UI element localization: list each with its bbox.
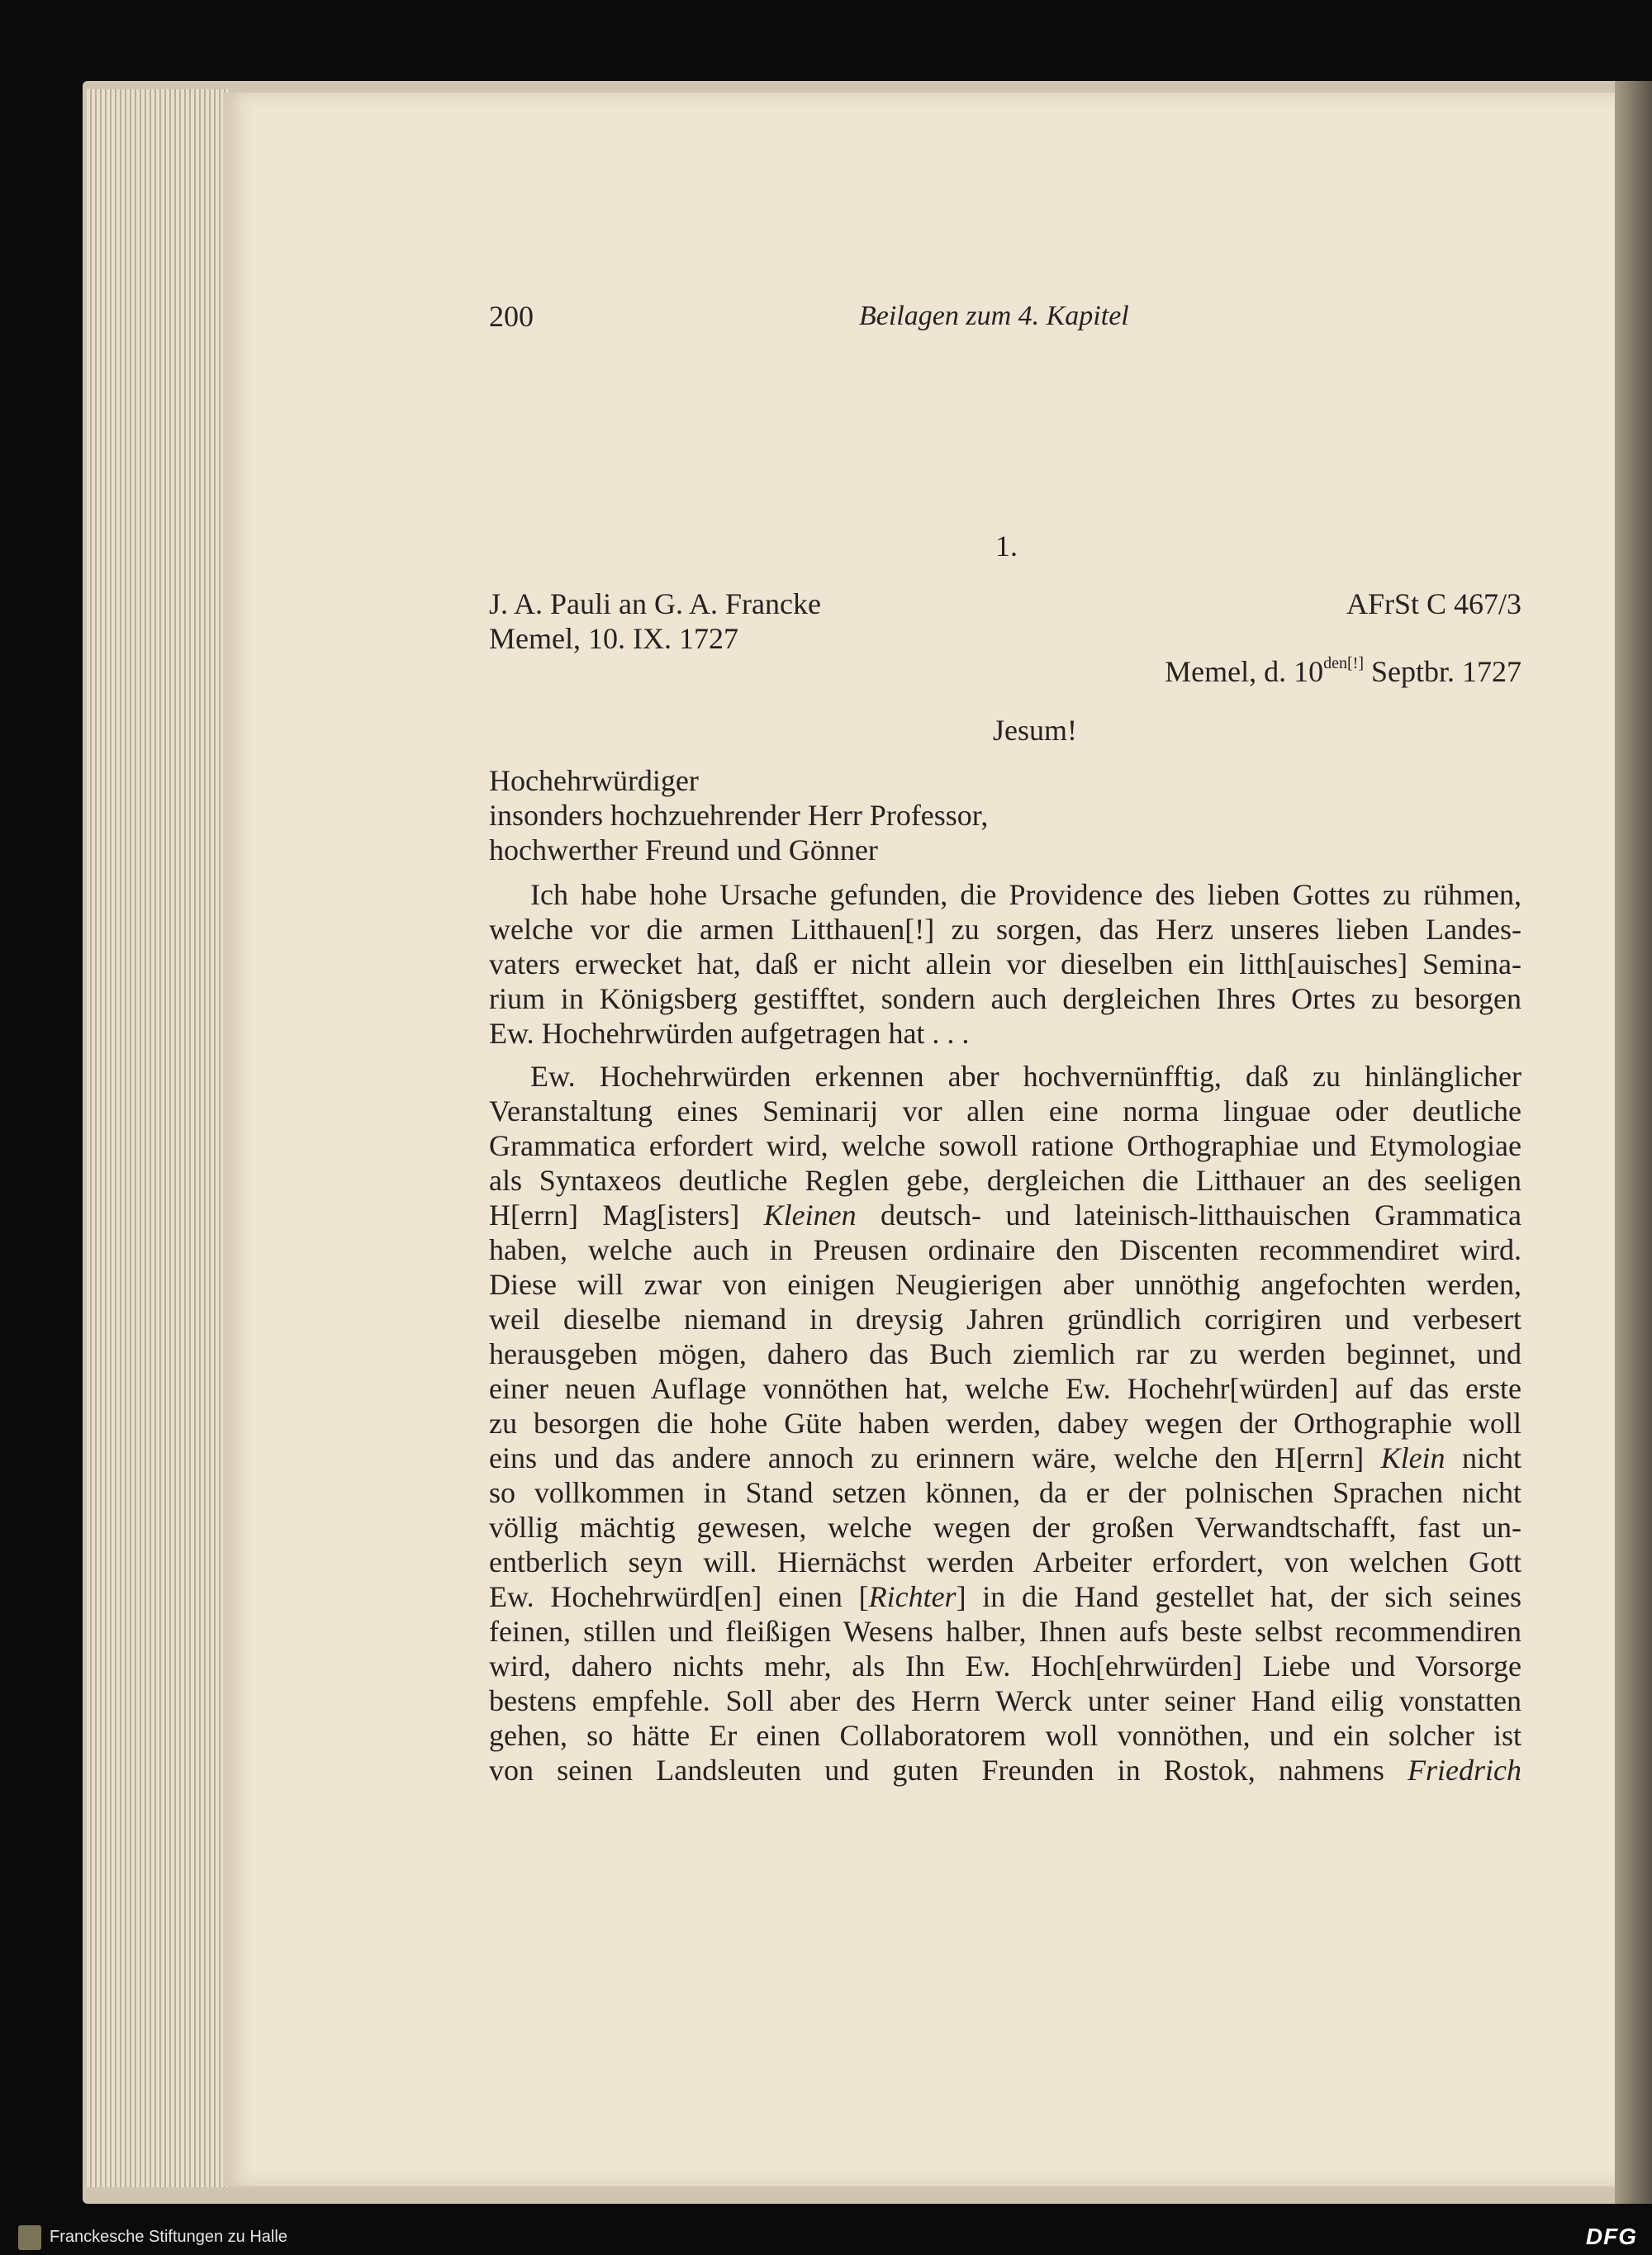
text-line: so vollkommen in Stand setzen können, da er der polnischen Sprachen nicht (489, 1476, 1521, 1509)
text-line (489, 1753, 1521, 1787)
text-line: bestens empfehle. Soll aber des Herrn Werck unter seiner Hand eilig vonstatten (489, 1684, 1521, 1717)
text-line: einer neuen Auflage vonnöthen hat, welche Ew. Hochehr[würden] auf das erste (489, 1372, 1521, 1405)
salutation (489, 763, 1067, 867)
text-line: haben, welche auch in Preusen ordinaire den Discenten recommendiret wird. (489, 1233, 1521, 1266)
text-line: entberlich seyn will. Hiernächst werden Arbeiter erfordert, von welchen Gott (489, 1545, 1521, 1578)
dateline-text: Memel, d. 10 (1165, 655, 1324, 688)
salutation-line: Hochehrwürdiger (489, 764, 699, 797)
text-line: wird, dahero nichts mehr, als Ihn Ew. Hoch[ehrwürden] Liebe und Vorsorge (489, 1650, 1521, 1683)
letter-dateline (1165, 654, 1521, 689)
text-line (489, 1441, 1521, 1475)
invocation: Jesum! (993, 714, 1077, 747)
text-line: weil dieselbe niemand in dreysig Jahren gründlich corrigiren und verbesert (489, 1303, 1521, 1336)
text-line: Ew. Hochehrwürden aufgetragen hat . . . (489, 1017, 970, 1050)
italic-name: Kleinen (763, 1199, 857, 1232)
running-title: Beilagen zum 4. Kapitel (859, 301, 1129, 331)
text-segment: eins und das andere annoch zu erinnern wäre, welche den H[errn] (489, 1441, 1381, 1474)
text-line: gehen, so hätte Er einen Collaboratorem woll vonnöthen, und ein solcher ist (489, 1719, 1521, 1752)
institution-label: Franckesche Stiftungen zu Halle (50, 2228, 287, 2246)
text-segment: ] in die Hand gestellet hat, der sich seines (956, 1580, 1521, 1613)
italic-name: Klein (1380, 1441, 1446, 1474)
text-line (489, 1198, 1521, 1232)
italic-name: Richter (868, 1580, 957, 1613)
text-line: vaters erwecket hat, daß er nicht allein vor dieselben ein litth[auisches] Semina- (489, 947, 1521, 980)
paragraph-1 (489, 877, 1521, 1051)
text-line: Veranstaltung eines Seminarij vor allen eine norma linguae oder deutliche (489, 1094, 1521, 1128)
text-segment: nicht (1445, 1441, 1521, 1474)
salutation-line: insonders hochzuehrender Herr Professor, (489, 799, 989, 832)
text-line: Ich habe hohe Ursache gefunden, die Providence des lieben Gottes zu rühmen, (530, 878, 1521, 911)
italic-name: Friedrich (1408, 1754, 1521, 1787)
text-segment: deutsch- und lateinisch-litthauischen Grammatica (856, 1199, 1521, 1232)
text-line: Diese will zwar von einigen Neugierigen aber unnöthig angefochten werden, (489, 1268, 1521, 1301)
letter-from-to: J. A. Pauli an G. A. Francke (489, 587, 821, 620)
dateline-superscript: den[!] (1323, 654, 1364, 672)
archive-signature: AFrSt C 467/3 (1346, 587, 1521, 620)
page-edges (87, 89, 231, 2187)
salutation-line: hochwerther Freund und Gönner (489, 833, 878, 866)
text-line: Ew. Hochehrwürden erkennen aber hochvernünfftig, daß zu hinlänglicher (530, 1060, 1521, 1093)
text-line: rium in Königsberg gestifftet, sondern auch dergleichen Ihres Ortes zu besorgen (489, 982, 1521, 1015)
text-line: als Syntaxeos deutliche Reglen gebe, dergleichen die Litthauer an des seeligen (489, 1164, 1521, 1197)
text-line: Grammatica erfordert wird, welche sowoll ratione Orthographiae und Etymologiae (489, 1129, 1521, 1162)
paragraph-2 (489, 1059, 1521, 1787)
text-segment: H[errn] Mag[isters] (489, 1199, 764, 1232)
letter-place-date: Memel, 10. IX. 1727 (489, 622, 738, 655)
text-line: feinen, stillen und fleißigen Wesens halber, Ihnen aufs beste selbst recommendiren (489, 1615, 1521, 1648)
text-line: welche vor die armen Litthauen[!] zu sorgen, das Herz unseres lieben Landes- (489, 913, 1521, 946)
text-line (489, 1579, 1521, 1614)
institution-logo-icon (18, 2225, 41, 2250)
page-number: 200 (489, 300, 534, 333)
text-segment: Ew. Hochehrwürd[en] einen [ (489, 1580, 869, 1613)
document-number: 1. (995, 529, 1018, 563)
dfg-logo: DFG (1585, 2224, 1637, 2249)
book-spine-edge (1615, 81, 1652, 2204)
text-line: herausgeben mögen, dahero das Buch ziemlich rar zu werden beginnet, und (489, 1337, 1521, 1370)
text-line: zu besorgen die hohe Güte haben werden, dabey wegen der Orthographie woll (489, 1407, 1521, 1440)
text-segment: von seinen Landsleuten und guten Freunden in Rostok, nahmens (489, 1754, 1408, 1787)
dateline-text-end: Septbr. 1727 (1363, 655, 1521, 688)
text-line: völlig mächtig gewesen, welche wegen der großen Verwandtschafft, fast un- (489, 1511, 1521, 1544)
